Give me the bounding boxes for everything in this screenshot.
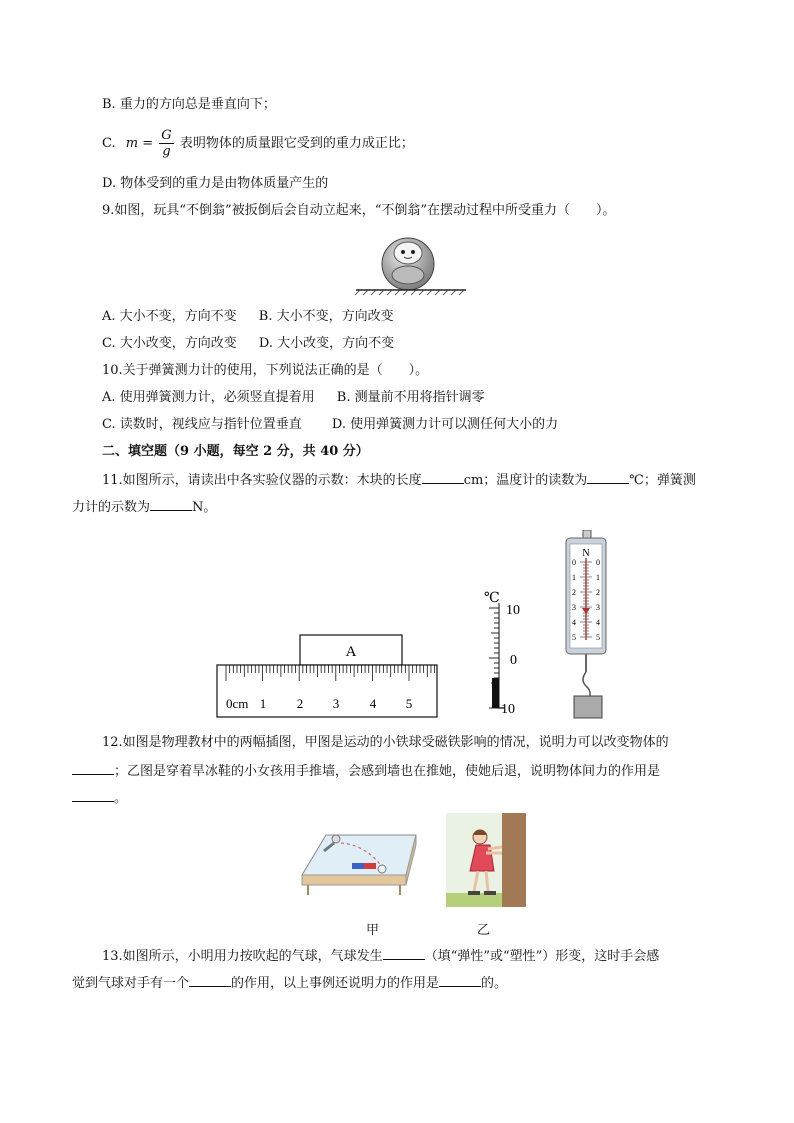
figure-caption-yi: 乙 (477, 923, 491, 938)
formula-equals: = (142, 136, 154, 151)
q12-text-c: 。 (114, 791, 128, 806)
q13-text-b: （填“弹性”或“塑性”）形变，这时手会感 (424, 949, 660, 964)
scale-number: 0 (572, 558, 576, 567)
scale-number: 0 (596, 558, 600, 567)
answer-blank[interactable] (189, 972, 231, 987)
ruler-number: 4 (369, 696, 377, 711)
thermometer-unit: ℃ (484, 591, 500, 606)
thermometer-label: 0 (510, 653, 517, 668)
answer-blank[interactable] (72, 787, 114, 802)
q9-options-row1 (102, 307, 394, 327)
q12-text-b: ；乙图是穿着旱冰鞋的小女孩用手推墙，会感到墙也在推她，使她后退，说明物体间力的作用是 (114, 764, 661, 779)
block-label: A (345, 644, 357, 660)
q9-stem: 9.如图，玩具“不倒翁”被扳倒后会自动立起来，“不倒翁”在摆动过程中所受重力（ ）。 (102, 203, 616, 218)
scale-number: 5 (572, 633, 576, 642)
fraction-numerator: G (161, 128, 172, 143)
q12-line1: 12.如图是物理教材中的两幅插图，甲图是运动的小铁球受磁铁影响的情况，说明力可以改变物体的 (102, 735, 669, 750)
q10-options-row2 (102, 415, 558, 435)
q11-text-c: ℃；弹簧测 (629, 473, 696, 488)
spring-scale-figure (566, 530, 606, 718)
figure-caption-jia: 甲 (366, 923, 380, 938)
ruler-figure (217, 635, 437, 717)
q11-line1 (102, 469, 696, 491)
q13-text-a: 13.如图所示，小明用力按吹起的气球，气球发生 (102, 949, 383, 964)
q10-option-a: A. 使用弹簧测力计，必须竖直提着用 (102, 390, 315, 405)
q8-option-c (102, 128, 414, 159)
q11-text-e: N。 (192, 500, 217, 515)
q13-text-c: 觉到气球对手有一个 (72, 976, 190, 991)
q13-text-d: 的作用，以上事例还说明力的作用是 (231, 976, 440, 991)
q11-text-b: cm；温度计的读数为 (463, 473, 588, 488)
scale-number: 2 (596, 588, 600, 597)
ruler-number: 2 (296, 696, 304, 711)
scale-number: 2 (572, 588, 576, 597)
q11-figures (210, 530, 620, 722)
scale-number: 1 (596, 573, 600, 582)
q12-line3 (72, 787, 127, 809)
q8-option-b: B. 重力的方向总是垂直向下； (102, 97, 276, 112)
thermometer-label: 10 (506, 603, 520, 618)
answer-blank[interactable] (587, 469, 629, 484)
answer-blank[interactable] (422, 469, 464, 484)
q8-option-d: D. 物体受到的重力是由物体质量产生的 (102, 176, 329, 191)
q8-option-c-label: C. (102, 136, 116, 151)
q13-line2 (72, 972, 507, 994)
q11-text-d: 力计的示数为 (72, 500, 151, 515)
ruler-number: 0cm (226, 696, 249, 711)
q12-line2 (72, 760, 660, 782)
tumbler-toy-figure (352, 230, 472, 296)
q9-option-b: B. 大小不变，方向改变 (258, 309, 394, 324)
ruler-number: 3 (332, 696, 340, 711)
q13-line1 (102, 945, 659, 967)
q10-option-d: D. 使用弹簧测力计可以测任何大小的力 (331, 417, 559, 432)
q9-option-a: A. 大小不变，方向不变 (102, 309, 237, 324)
scale-number: 3 (596, 603, 600, 612)
q9-option-c: C. 大小改变，方向改变 (102, 336, 237, 351)
q10-option-c: C. 读数时，视线应与指针位置垂直 (102, 417, 302, 432)
ruler-number: 5 (405, 696, 413, 711)
scale-number: 5 (596, 633, 600, 642)
answer-blank[interactable] (150, 496, 192, 511)
q13-text-e: 的。 (481, 976, 508, 991)
q10-stem: 10.关于弹簧测力计的使用，下列说法正确的是（ ）。 (102, 363, 429, 378)
thermometer-label: 10 (501, 702, 515, 717)
q9-option-d: D. 大小改变，方向不变 (258, 336, 395, 351)
ruler-number: 1 (259, 696, 267, 711)
q8-option-c-text: 表明物体的质量跟它受到的重力成正比； (179, 136, 414, 151)
scale-number: 4 (572, 618, 576, 627)
answer-blank[interactable] (72, 760, 114, 775)
answer-blank[interactable] (439, 972, 481, 987)
scale-unit: N (582, 548, 590, 559)
section-heading: 二、填空题（9 小题，每空 2 分，共 40 分） (102, 444, 369, 459)
q11-text-a: 11.如图所示，请读出中各实验仪器的示数：木块的长度 (102, 473, 422, 488)
scale-number: 4 (596, 618, 600, 627)
q10-options-row1 (102, 388, 485, 408)
scale-number: 1 (572, 573, 576, 582)
answer-blank[interactable] (383, 945, 425, 960)
iron-ball-magnet-figure (296, 815, 421, 897)
q9-options-row2 (102, 334, 394, 354)
formula-m: m (125, 136, 139, 151)
q10-option-b: B. 测量前不用将指针调零 (336, 390, 485, 405)
q11-line2 (72, 496, 216, 518)
skater-pushing-wall-figure (446, 813, 526, 907)
fraction-denominator: g (162, 144, 171, 159)
thermometer-figure (484, 591, 520, 717)
formula-fraction (159, 128, 173, 159)
scale-number: 3 (572, 603, 576, 612)
